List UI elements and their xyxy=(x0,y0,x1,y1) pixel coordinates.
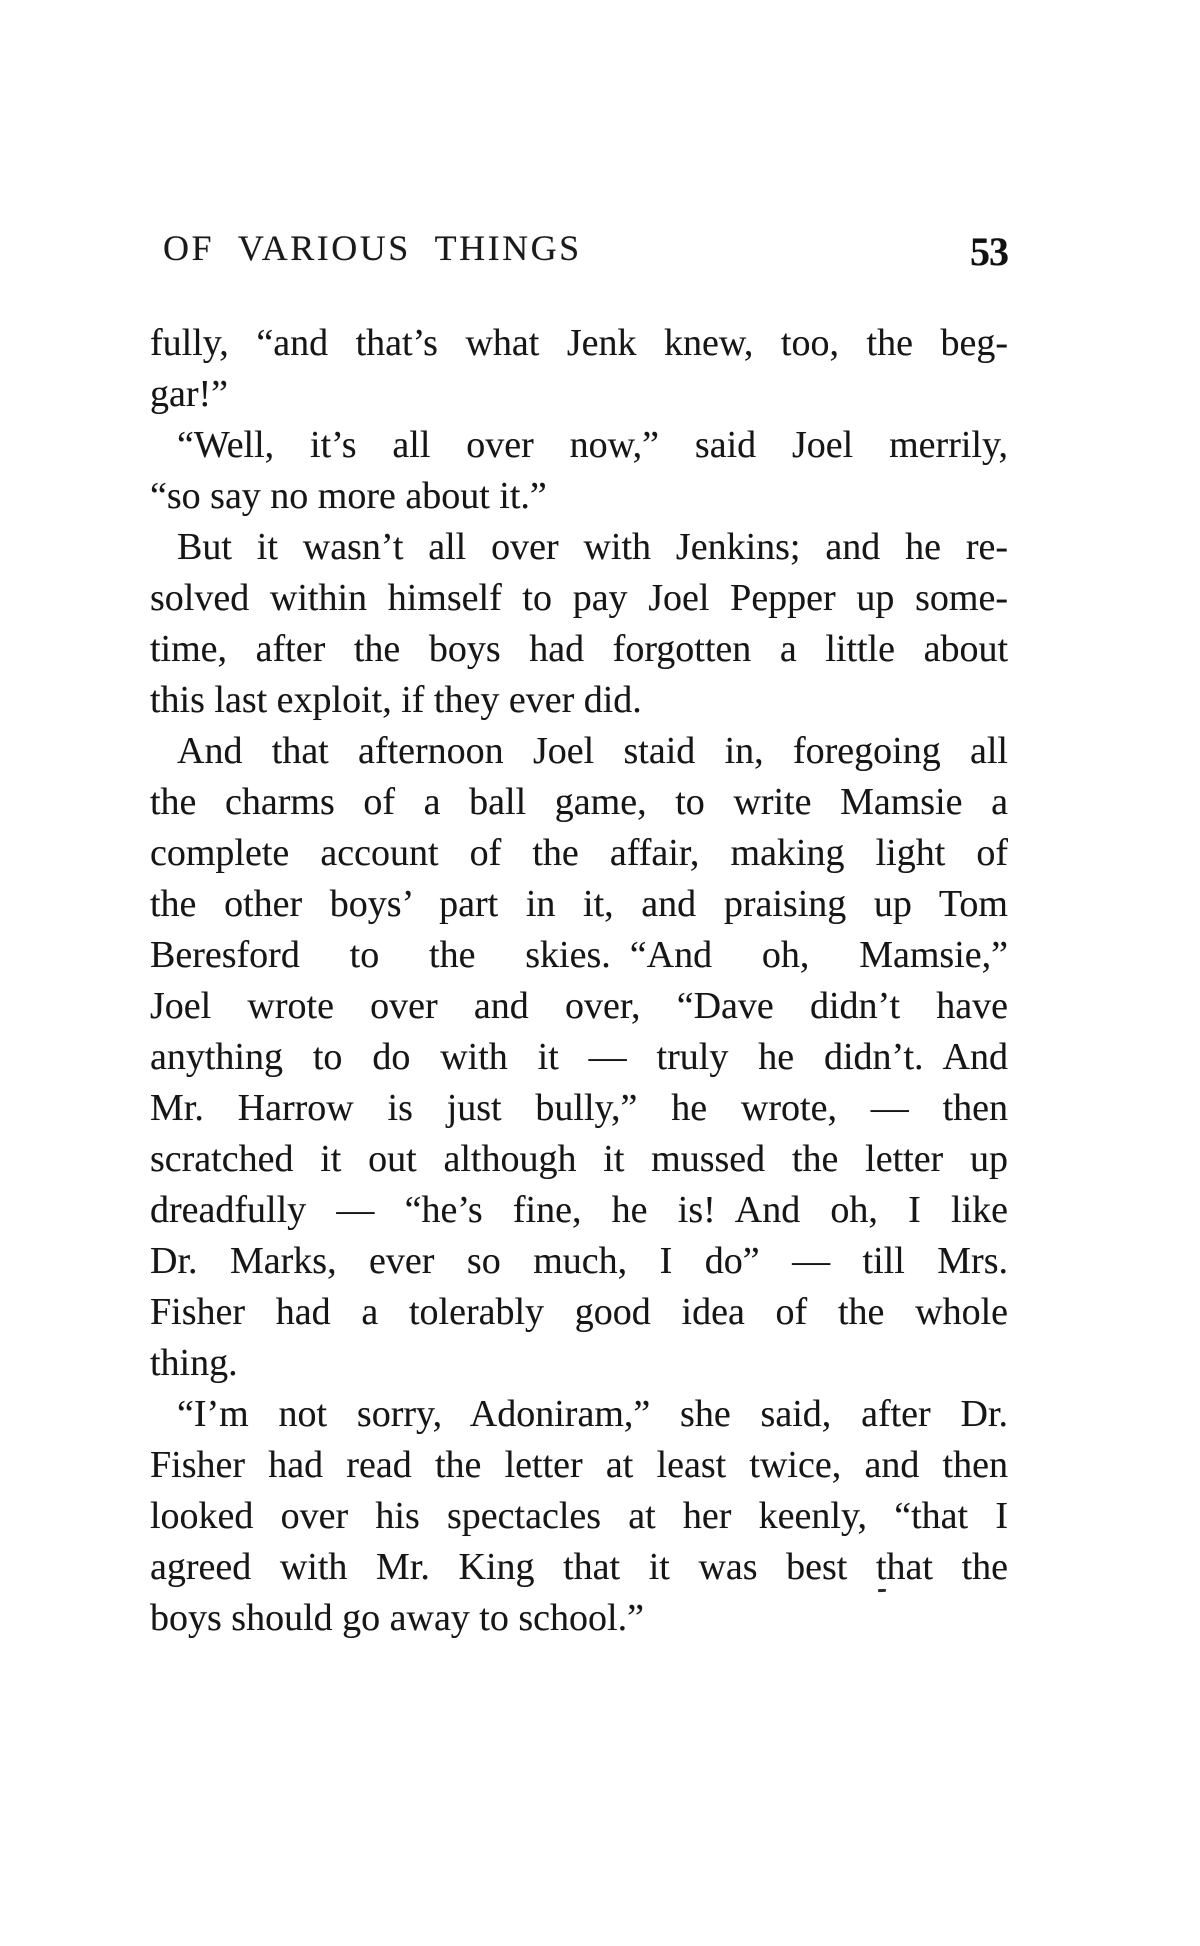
text-line: the other boys’ part in it, and praising up Tom xyxy=(150,883,1008,925)
text-line: solved within himself to pay Joel Pepper up some- xyxy=(150,577,1008,619)
text-line: Fisher had a tolerably good idea of the whole xyxy=(150,1291,1008,1333)
running-header-title: OF VARIOUS THINGS xyxy=(163,228,582,268)
text-line: dreadfully — “he’s fine, he is! And oh, I like xyxy=(150,1189,1008,1231)
text-line: boys should go away to school.” xyxy=(150,1597,644,1639)
ink-speck-artifact xyxy=(878,1589,886,1592)
text-line: looked over his spectacles at her keenly, “that I xyxy=(150,1495,1008,1537)
text-line: Dr. Marks, ever so much, I do” — till Mrs. xyxy=(150,1240,1008,1282)
text-line: agreed with Mr. King that it was best that the xyxy=(150,1546,1008,1588)
text-line: thing. xyxy=(150,1342,238,1384)
text-line: Beresford to the skies. “And oh, Mamsie,” xyxy=(150,934,1008,976)
text-line: complete account of the affair, making light of xyxy=(150,832,1008,874)
text-line: this last exploit, if they ever did. xyxy=(150,679,642,721)
text-line: scratched it out although it mussed the letter up xyxy=(150,1138,1008,1180)
text-line: Joel wrote over and over, “Dave didn’t have xyxy=(150,985,1008,1027)
text-line: “Well, it’s all over now,” said Joel merrily, xyxy=(177,424,1008,466)
text-line: Mr. Harrow is just bully,” he wrote, — then xyxy=(150,1087,1008,1129)
text-line: And that afternoon Joel staid in, foregoing all xyxy=(177,730,1008,772)
page-number: 53 xyxy=(970,229,1008,274)
text-line: the charms of a ball game, to write Mamsie a xyxy=(150,781,1008,823)
text-line: anything to do with it — truly he didn’t. And xyxy=(150,1036,1008,1078)
text-line: time, after the boys had forgotten a little about xyxy=(150,628,1008,670)
text-line: gar!” xyxy=(150,373,229,415)
body-text xyxy=(150,318,1008,1644)
text-line: fully, “and that’s what Jenk knew, too, the beg- xyxy=(150,322,1008,364)
text-line: But it wasn’t all over with Jenkins; and he re- xyxy=(177,526,1008,568)
text-line: “so say no more about it.” xyxy=(150,475,547,517)
text-line: “I’m not sorry, Adoniram,” she said, after Dr. xyxy=(177,1393,1008,1435)
text-line: Fisher had read the letter at least twice, and then xyxy=(150,1444,1008,1486)
